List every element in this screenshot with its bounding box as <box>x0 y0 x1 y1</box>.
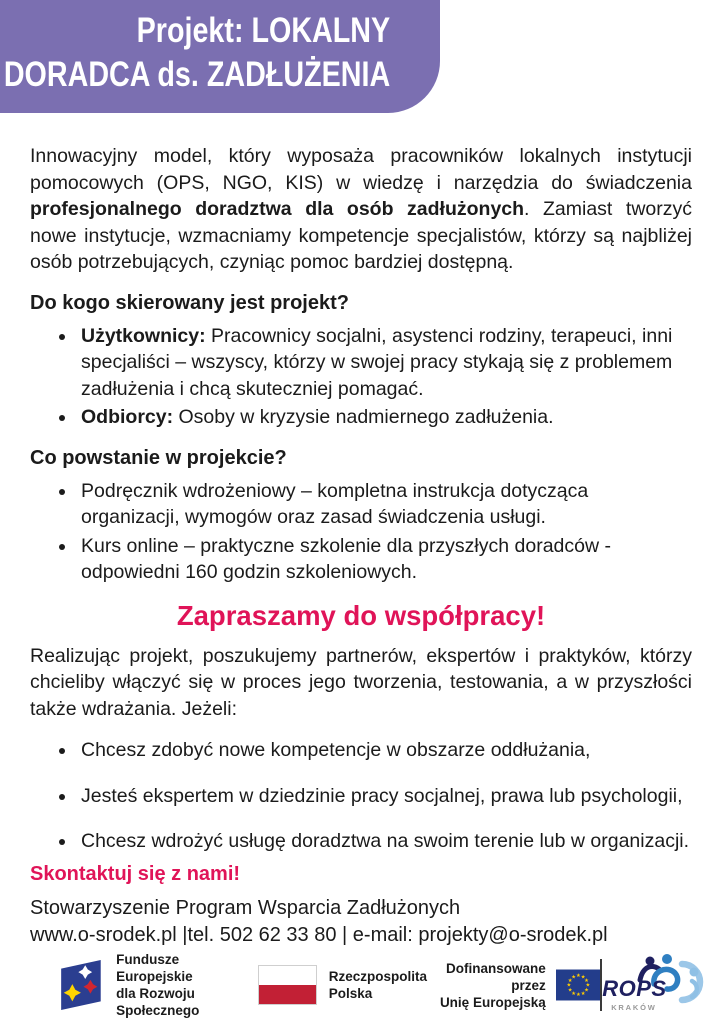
footer-logos <box>56 950 708 1020</box>
svg-text:★: ★ <box>580 974 586 981</box>
banner-title-line2: DORADCA ds. ZADŁUŻENIA <box>3 55 390 94</box>
list-item: • Chcesz wdrożyć usługę doradztwa na swoim terenie lub w organizacji. <box>77 828 692 855</box>
list-item-text: Kurs online – praktyczne szkolenie dla przyszłych doradców - odpowiedni 160 godzin szkoleniowych. <box>81 534 611 583</box>
list-item-text: Podręcznik wdrożeniowy – kompletna instrukcja dotycząca organizacji, wymogów oraz zasad świadczenia usługi. <box>81 479 589 528</box>
eu-funds-flag-icon <box>56 954 104 1016</box>
list-item <box>77 478 692 531</box>
rops-name: ROPS <box>602 976 667 1001</box>
content-area <box>0 113 722 950</box>
svg-text:★: ★ <box>575 992 581 999</box>
intro-text-pre: Innowacyjny model, który wyposaża pracowników lokalnych instytucji pomocowych (OPS, NGO, KIS) w wiedzę i narzędzia do świadczenia <box>30 145 692 194</box>
contact-org-name: Stowarzyszenie Program Wsparcia Zadłużonych <box>30 896 461 919</box>
contact-heading: Skontaktuj się z nami! <box>30 862 241 885</box>
section-heading-outputs: Co powstanie w projekcie? <box>30 446 287 469</box>
eu-cofund-label <box>427 960 546 1011</box>
svg-text:★: ★ <box>570 974 576 981</box>
eu-funds-label-line2: dla Rozwoju Społecznego <box>116 986 200 1018</box>
banner-title <box>4 9 390 97</box>
eu-funds-label-line1: Fundusze Europejskie <box>116 952 193 984</box>
header-banner <box>0 0 440 113</box>
list-item-text: Pracownicy socjalni, asystenci rodziny, terapeuci, inni specjaliści – wszyscy, którzy w swojej pracy stykają się z problemem zadłużenia i chcą skuteczniej pomagać. <box>81 324 673 400</box>
invite-paragraph: Realizując projekt, poszukujemy partnerów, ekspertów i praktyków, którzy chcieliby włączyć się w proces jego tworzenia, testowania, a w przyszłości także wdrażania. Jeżeli: <box>30 644 692 720</box>
svg-text:★: ★ <box>583 977 589 984</box>
svg-text:★: ★ <box>585 982 590 989</box>
list-item <box>77 533 692 586</box>
svg-text:★: ★ <box>580 990 586 997</box>
eu-cofund-label-line1: Dofinansowane przez <box>445 960 546 993</box>
list-item-text: Osoby w kryzysie nadmiernego zadłużenia. <box>173 406 554 428</box>
poland-label-line1: Rzeczpospolita <box>328 969 427 984</box>
list-item-label: Użytkownicy: <box>81 324 206 347</box>
eu-funds-label <box>116 951 259 1019</box>
eu-flag-icon <box>556 967 601 1003</box>
svg-text:★: ★ <box>567 987 573 994</box>
invite-list <box>30 737 692 855</box>
svg-text:★: ★ <box>583 987 589 994</box>
contact-details: www.o-srodek.pl |tel. 502 62 33 80 | e-mail: projekty@o-srodek.pl <box>30 924 608 946</box>
intro-text-bold: profesjonalnego doradztwa dla osób zadłużonych <box>30 198 525 220</box>
rops-city: KRAKÓW <box>611 1003 657 1012</box>
list-item: • Jesteś ekspertem w dziedzinie pracy socjalnej, prawa lub psychologii, <box>77 783 692 810</box>
list-item-label: Odbiorcy: <box>81 406 174 428</box>
poland-flag-icon <box>259 966 316 1004</box>
section-heading-audience: Do kogo skierowany jest projekt? <box>30 291 349 314</box>
intro-paragraph <box>30 143 692 276</box>
svg-text:★: ★ <box>575 973 581 980</box>
poland-label-line2: Polska <box>328 986 373 1001</box>
invite-heading: Zapraszamy do współpracy! <box>176 599 546 631</box>
svg-text:★: ★ <box>567 977 573 984</box>
banner-title-line1: Projekt: LOKALNY <box>136 11 390 50</box>
poland-label <box>329 968 427 1002</box>
list-item <box>77 323 692 403</box>
intro-text-post: . Zamiast tworzyć nowe instytucje, wzmacniamy kompetencje specjalistów, którzy są najbliżej osób potrzebujących, czyniąc pomoc bardziej dostępną. <box>30 198 692 273</box>
svg-text:★: ★ <box>570 990 576 997</box>
poland-logo <box>259 966 427 1004</box>
eu-cofund-label-line2: Unię Europejską <box>439 994 546 1010</box>
rops-logo <box>602 952 708 1018</box>
list-item <box>77 404 692 431</box>
eu-cofund-logo <box>427 960 600 1011</box>
svg-text:★: ★ <box>566 982 572 989</box>
eu-funds-logo <box>56 951 259 1019</box>
list-item: • Chcesz zdobyć nowe kompetencje w obszarze oddłużania, <box>77 737 692 764</box>
audience-list <box>30 323 692 431</box>
outputs-list <box>30 478 692 586</box>
